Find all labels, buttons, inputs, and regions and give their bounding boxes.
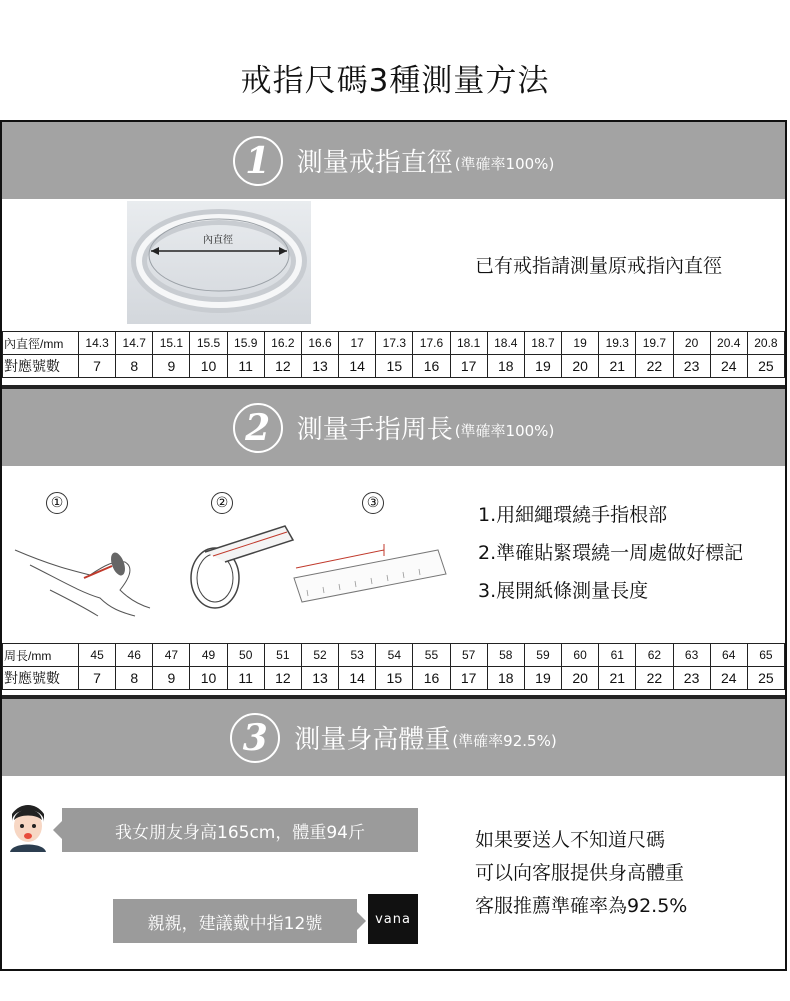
step2-text: 2.準確貼緊環繞一周處做好標記 (478, 542, 744, 564)
section2-heading: 測量手指周長 (296, 415, 453, 445)
step3-mark: ③ (362, 492, 384, 514)
table-cell: 18.1 (450, 332, 487, 355)
table-cell: 18 (487, 355, 524, 378)
paper-strip-illustration (185, 518, 300, 613)
customer-message: 我女朋友身高165cm，體重94斤 (62, 808, 418, 852)
inner-diameter-label: 內直徑 (203, 235, 233, 246)
table-cell: 9 (153, 355, 190, 378)
size-row-label: 對應號數 (3, 667, 79, 690)
table-cell: 19 (562, 332, 599, 355)
section3-note (475, 824, 687, 923)
step2-mark: ② (211, 492, 233, 514)
size-row-label: 對應號數 (3, 355, 79, 378)
table-cell: 57 (450, 644, 487, 667)
table-cell: 17 (339, 332, 376, 355)
section3-note-line2: 可以向客服提供身高體重 (475, 862, 685, 884)
table-cell: 59 (524, 644, 561, 667)
table-cell: 53 (339, 644, 376, 667)
table-cell: 47 (153, 644, 190, 667)
table-cell: 19.7 (636, 332, 673, 355)
table-cell: 8 (116, 667, 153, 690)
section2-steps (478, 496, 743, 610)
table-cell: 20.8 (747, 332, 784, 355)
table-cell: 14.3 (79, 332, 116, 355)
table-cell: 17.6 (413, 332, 450, 355)
table-cell: 22 (636, 355, 673, 378)
table-cell: 23 (673, 667, 710, 690)
table-cell: 11 (227, 355, 264, 378)
table-cell: 7 (79, 667, 116, 690)
step3-text: 3.展開紙條測量長度 (478, 580, 649, 602)
table-cell: 58 (487, 644, 524, 667)
table-cell: 15 (376, 667, 413, 690)
table-cell: 12 (264, 667, 301, 690)
table-cell: 21 (599, 667, 636, 690)
ring-illustration (127, 201, 311, 324)
table-cell: 13 (301, 667, 338, 690)
table-cell: 15.5 (190, 332, 227, 355)
section3-note-line3: 客服推薦準確率為92.5% (475, 895, 688, 917)
section2-accuracy: (準確率100%) (454, 422, 555, 440)
table-cell: 17 (450, 667, 487, 690)
table-cell: 9 (153, 667, 190, 690)
table-cell: 61 (599, 644, 636, 667)
table-cell: 16 (413, 355, 450, 378)
section1-accuracy: (準確率100%) (454, 155, 555, 173)
table-cell: 22 (636, 667, 673, 690)
ruler-illustration (288, 538, 448, 608)
table-cell: 54 (376, 644, 413, 667)
table-cell: 19 (524, 355, 561, 378)
table-cell: 25 (747, 355, 784, 378)
table-cell: 15 (376, 355, 413, 378)
table-cell: 14 (339, 667, 376, 690)
table-cell: 15.1 (153, 332, 190, 355)
section3-header (2, 699, 785, 776)
section1-note: 已有戒指請測量原戒指內直徑 (475, 255, 723, 277)
diameter-table (2, 331, 785, 378)
table-cell: 13 (301, 355, 338, 378)
step1-mark: ① (46, 492, 68, 514)
hand-string-illustration (10, 520, 170, 620)
ring-photo (127, 201, 311, 324)
table-cell: 63 (673, 644, 710, 667)
table-cell: 45 (79, 644, 116, 667)
circumference-row-label: 周長/mm (3, 644, 79, 667)
table-cell: 52 (301, 644, 338, 667)
page-title: 戒指尺碼3種測量方法 (240, 63, 550, 99)
table-cell: 16 (413, 667, 450, 690)
table-cell: 50 (227, 644, 264, 667)
customer-avatar (6, 800, 50, 852)
staff-logo: vana (368, 894, 418, 944)
table-cell: 8 (116, 355, 153, 378)
table-cell: 15.9 (227, 332, 264, 355)
table-cell: 19 (524, 667, 561, 690)
section3-number: 3 (230, 713, 280, 763)
table-cell: 18.4 (487, 332, 524, 355)
table-cell: 49 (190, 644, 227, 667)
diameter-row-label: 內直徑/mm (3, 332, 79, 355)
table-cell: 18 (487, 667, 524, 690)
table-cell: 25 (747, 667, 784, 690)
section1-heading: 測量戒指直徑 (296, 148, 453, 178)
table-cell: 24 (710, 667, 747, 690)
table-cell: 20 (673, 332, 710, 355)
table-cell: 10 (190, 667, 227, 690)
section2-number: 2 (233, 403, 283, 453)
table-cell: 21 (599, 355, 636, 378)
table-cell: 62 (636, 644, 673, 667)
table-cell: 10 (190, 355, 227, 378)
section1-number: 1 (233, 136, 283, 186)
table-cell: 19.3 (599, 332, 636, 355)
table-cell: 17 (450, 355, 487, 378)
section2-header (2, 389, 785, 466)
staff-message: 親親，建議戴中指12號 (113, 899, 357, 943)
section3-note-line1: 如果要送人不知道尺碼 (475, 829, 666, 851)
table-cell: 18.7 (524, 332, 561, 355)
table-cell: 46 (116, 644, 153, 667)
table-cell: 20 (562, 667, 599, 690)
table-cell: 16.6 (301, 332, 338, 355)
table-cell: 64 (710, 644, 747, 667)
table-cell: 23 (673, 355, 710, 378)
circumference-table (2, 643, 785, 690)
table-cell: 20 (562, 355, 599, 378)
table-cell: 51 (264, 644, 301, 667)
section1-header (2, 122, 785, 199)
table-cell: 16.2 (264, 332, 301, 355)
section3-accuracy: (準確率92.5%) (452, 732, 557, 750)
table-cell: 14 (339, 355, 376, 378)
table-cell: 17.3 (376, 332, 413, 355)
table-cell: 11 (227, 667, 264, 690)
section3-heading: 測量身高體重 (294, 725, 451, 755)
table-cell: 7 (79, 355, 116, 378)
step1-text: 1.用細繩環繞手指根部 (478, 504, 668, 526)
table-cell: 20.4 (710, 332, 747, 355)
table-cell: 65 (747, 644, 784, 667)
table-cell: 60 (562, 644, 599, 667)
table-cell: 55 (413, 644, 450, 667)
table-cell: 12 (264, 355, 301, 378)
table-cell: 14.7 (116, 332, 153, 355)
table-cell: 24 (710, 355, 747, 378)
